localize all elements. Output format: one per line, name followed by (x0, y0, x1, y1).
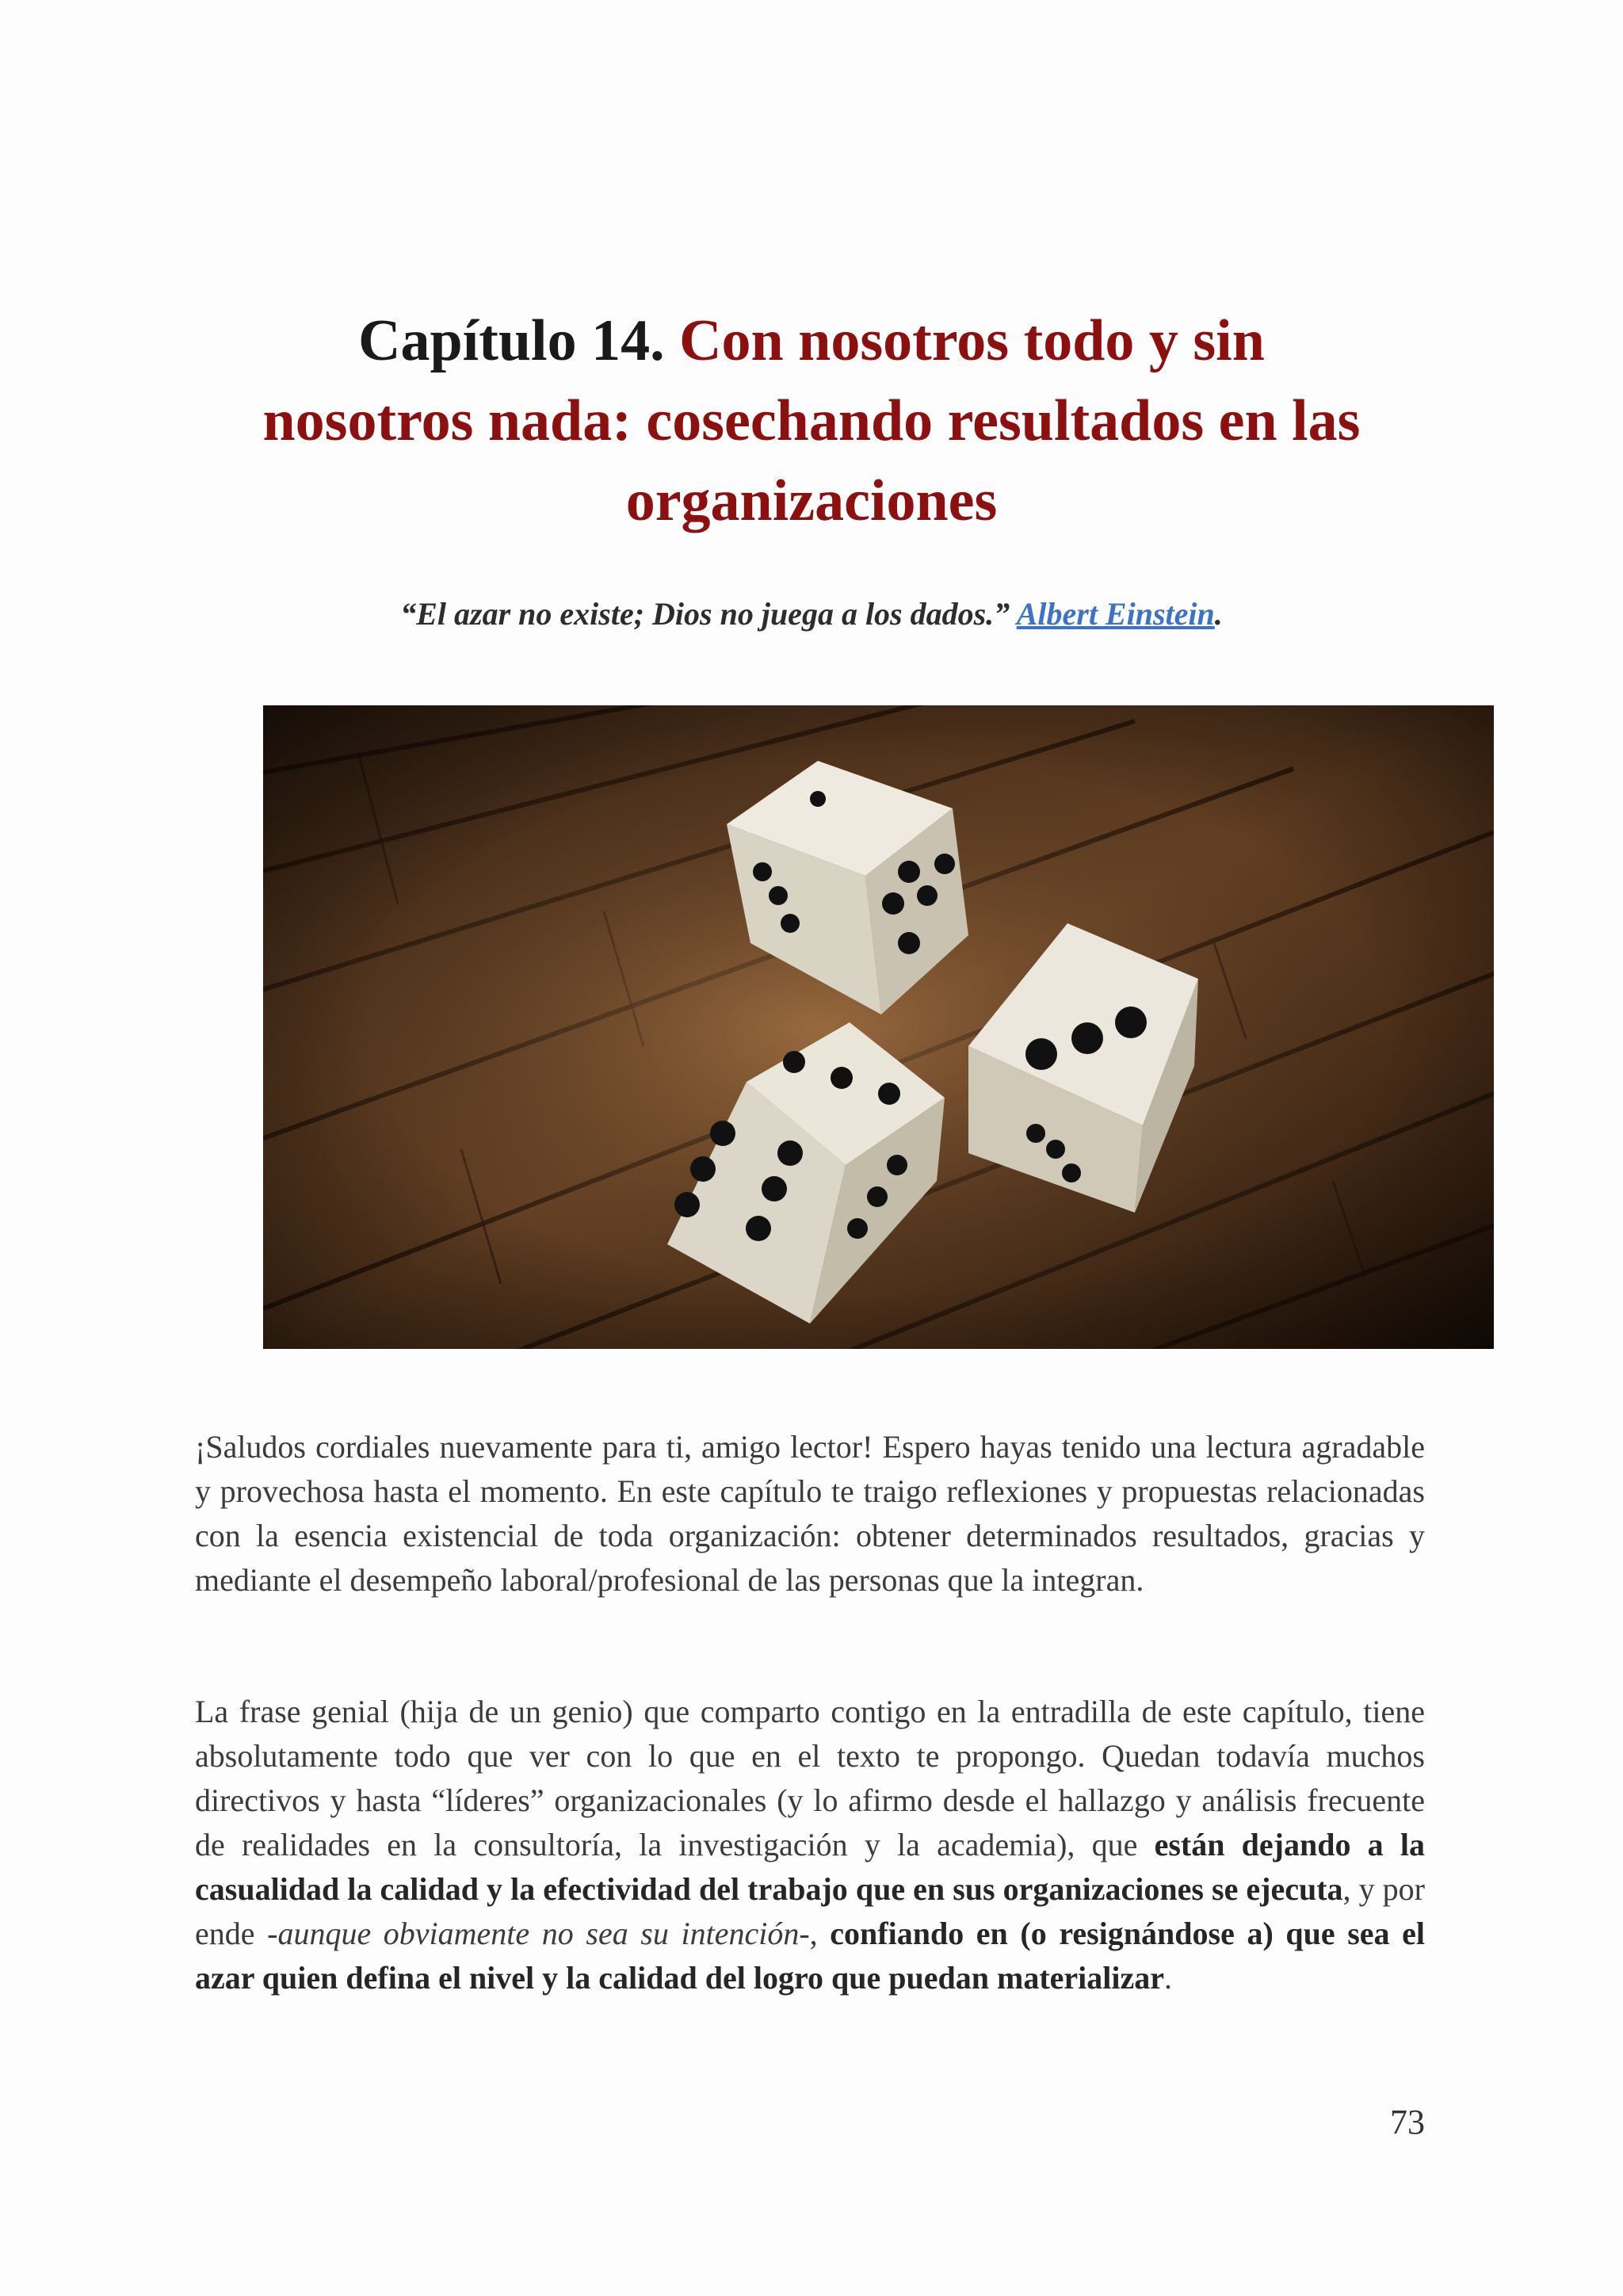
paragraph2-part1: La frase genial (hija de un genio) que comparto contigo en la entradilla de este capítulo, tiene absolutamente todo que ver con lo que en el texto te propongo. Quedan todavía muchos directivos y hasta “líderes” organizacionales (y lo afirmo desde el hallazgo y análisis frecuente de realidades en la consultoría, la investigación y la academia), que (195, 1694, 1425, 1862)
chapter-prefix: Capítulo 14. (358, 308, 665, 373)
chapter-title-line1: Con nosotros todo y sin (679, 308, 1265, 373)
epigraph-quote (158, 594, 1465, 634)
dice-photo-illustration (263, 705, 1494, 1349)
paragraph2-part2: , y por ende - (195, 1871, 1425, 1951)
quote-end: . (1214, 596, 1223, 632)
paragraph2-part3: -, (799, 1916, 831, 1951)
page-number: 73 (1390, 2103, 1425, 2141)
paragraph2-part4: . (1164, 1960, 1172, 1996)
quote-author-link[interactable]: Albert Einstein (1016, 596, 1215, 632)
chapter-title-line2: nosotros nada: cosechando resultados en las (262, 388, 1361, 453)
body-paragraph-2 (195, 1690, 1425, 2000)
chapter-title (158, 301, 1465, 541)
chapter-title-line3: organizaciones (625, 468, 998, 533)
paragraph2-bold1: están dejando a la casualidad la calidad y la efectividad del trabajo que en sus organizaciones se ejecuta (195, 1827, 1426, 1907)
paragraph2-italic1: aunque obviamente no sea su intención (277, 1916, 800, 1951)
paragraph2-bold2: confiando en (o resignándose a) que sea el azar quien defina el nivel y la calidad del logro que puedan materializar (195, 1916, 1426, 1996)
quote-text: “El azar no existe; Dios no juega a los dados.” (400, 596, 1010, 632)
dice-on-wooden-floor-photo (263, 705, 1494, 1349)
body-paragraph-1: ¡Saludos cordiales nuevamente para ti, amigo lector! Espero hayas tenido una lectura agradable y provechosa hasta el momento. En este capítulo te traigo reflexiones y propuestas relacionadas con la esencia existencial de toda organización: obtener determinados resultados, gracias y mediante el desempeño laboral/profesional de las personas que la integran. (195, 1429, 1425, 1598)
